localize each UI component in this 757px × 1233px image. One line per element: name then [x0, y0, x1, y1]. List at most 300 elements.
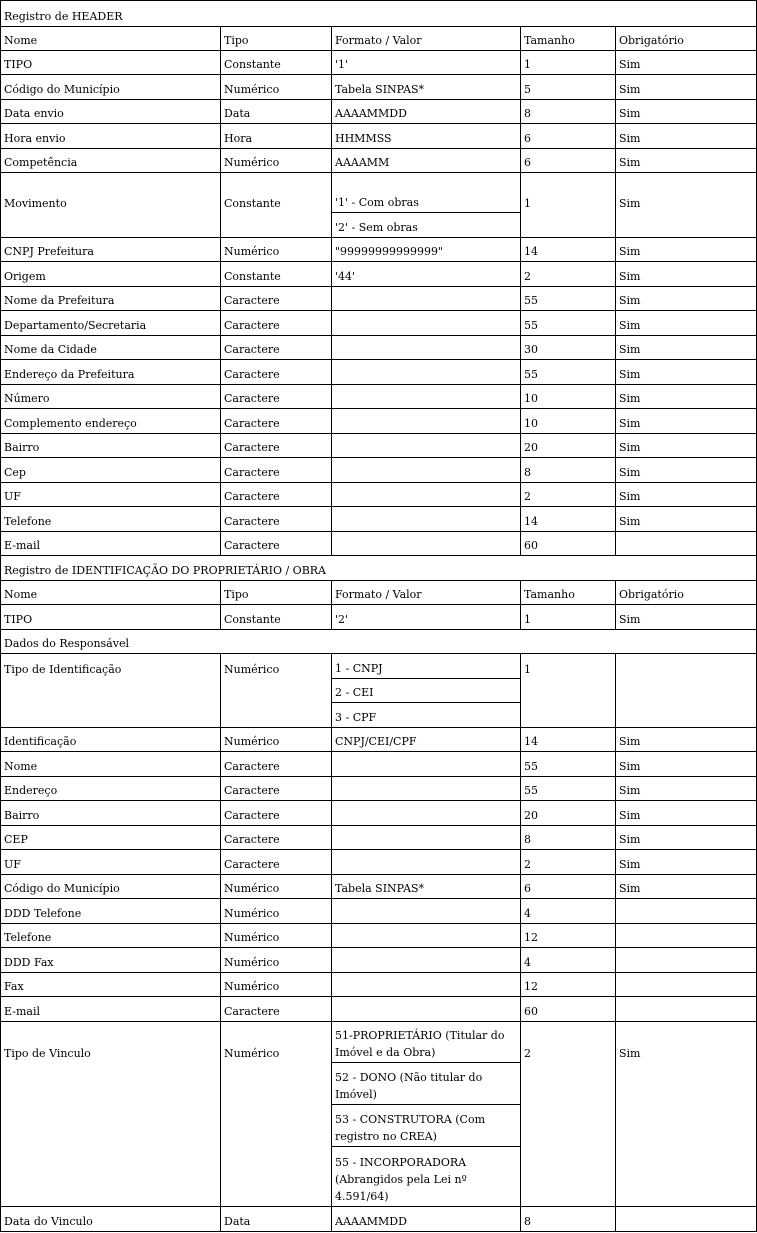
table-row — [0, 532, 757, 556]
cell-size — [520, 899, 615, 924]
cell-size-text: 55 — [524, 760, 538, 773]
cell-required — [615, 703, 757, 728]
cell-type — [220, 336, 331, 360]
cell-required-text: Sim — [619, 270, 641, 283]
cell-size-text: 20 — [524, 441, 538, 454]
cell-size-text: 8 — [524, 1215, 531, 1228]
cell-required-text: Sim — [619, 156, 641, 169]
section-subtitle-responsavel — [0, 630, 757, 654]
cell-type-text: Caractere — [224, 833, 280, 846]
cell-type-text: Caractere — [224, 294, 280, 307]
cell-name-text: CNPJ Prefeitura — [4, 245, 94, 258]
cell-name-text: Bairro — [4, 441, 40, 454]
column-header-format-text: Formato / Valor — [335, 588, 422, 601]
cell-format — [331, 924, 520, 948]
cell-name-text: Telefone — [4, 931, 52, 944]
cell-size-text: 14 — [524, 245, 538, 258]
cell-name — [0, 1063, 220, 1105]
cell-size-text: 60 — [524, 539, 538, 552]
cell-required — [615, 124, 757, 149]
cell-size — [520, 434, 615, 458]
cell-format — [331, 311, 520, 336]
cell-format-text: 52 - DONO (Não titular do Imóvel) — [335, 1071, 483, 1101]
cell-size — [520, 507, 615, 532]
cell-type — [220, 51, 331, 75]
table-row — [0, 899, 757, 924]
cell-required — [615, 262, 757, 287]
table-row — [0, 124, 757, 149]
cell-name — [0, 826, 220, 850]
cell-size — [520, 752, 615, 777]
table-row — [0, 679, 757, 703]
cell-name-text: Fax — [4, 980, 24, 993]
table-row — [0, 173, 757, 213]
cell-size — [520, 703, 615, 728]
cell-size — [520, 100, 615, 124]
cell-name-text: Tipo de Vinculo — [4, 1047, 91, 1060]
cell-name — [0, 679, 220, 703]
cell-required-text: Sim — [619, 1047, 641, 1060]
cell-name — [0, 924, 220, 948]
cell-name — [0, 173, 220, 213]
cell-format — [331, 51, 520, 75]
table-row — [0, 850, 757, 875]
table-row — [0, 262, 757, 287]
column-header-name — [0, 27, 220, 51]
cell-required-text: Sim — [619, 466, 641, 479]
cell-size — [520, 973, 615, 997]
table-row — [0, 997, 757, 1022]
cell-size-text: 1 — [524, 197, 531, 210]
cell-required — [615, 483, 757, 507]
cell-size — [520, 826, 615, 850]
cell-format — [331, 238, 520, 262]
cell-type-text: Numérico — [224, 1047, 280, 1060]
cell-size — [520, 1105, 615, 1147]
cell-type-text: Data — [224, 107, 251, 120]
cell-size-text: 8 — [524, 466, 531, 479]
table-row — [0, 875, 757, 899]
cell-required — [615, 605, 757, 630]
column-header-type-text: Tipo — [224, 34, 249, 47]
cell-format-text: 3 - CPF — [335, 711, 377, 724]
section-title-header — [0, 1, 757, 27]
cell-type — [220, 997, 331, 1022]
cell-type — [220, 875, 331, 899]
cell-type — [220, 679, 331, 703]
cell-size-text: 6 — [524, 132, 531, 145]
cell-type-text: Caractere — [224, 858, 280, 871]
cell-size-text: 8 — [524, 833, 531, 846]
column-header-row-owner — [0, 581, 757, 605]
cell-format-text: 53 - CONSTRUTORA (Com registro no CREA) — [335, 1113, 486, 1143]
cell-format — [331, 826, 520, 850]
cell-name-text: DDD Fax — [4, 956, 54, 969]
cell-name-text: Hora envio — [4, 132, 66, 145]
cell-required — [615, 948, 757, 973]
cell-required — [615, 924, 757, 948]
cell-size-text: 12 — [524, 980, 538, 993]
cell-name — [0, 1207, 220, 1232]
cell-required-text: Sim — [619, 882, 641, 895]
cell-size — [520, 262, 615, 287]
cell-name-text: Bairro — [4, 809, 40, 822]
cell-name-text: Número — [4, 392, 50, 405]
cell-size — [520, 1207, 615, 1232]
cell-size-text: 30 — [524, 343, 538, 356]
cell-format — [331, 262, 520, 287]
cell-name — [0, 360, 220, 385]
section-title-owner-text: Registro de IDENTIFICAÇÃO DO PROPRIETÁRIO / OBRA — [4, 564, 327, 577]
cell-type-text: Numérico — [224, 735, 280, 748]
cell-name-text: Departamento/Secretaria — [4, 319, 147, 332]
cell-name-text: E-mail — [4, 539, 40, 552]
cell-type — [220, 311, 331, 336]
cell-required — [615, 287, 757, 311]
cell-type — [220, 458, 331, 483]
cell-name — [0, 997, 220, 1022]
cell-required-text: Sim — [619, 58, 641, 71]
cell-name-text: UF — [4, 858, 21, 871]
cell-name — [0, 507, 220, 532]
cell-name — [0, 850, 220, 875]
column-header-type-text: Tipo — [224, 588, 249, 601]
cell-size — [520, 458, 615, 483]
cell-required — [615, 336, 757, 360]
cell-required — [615, 75, 757, 100]
cell-format — [331, 850, 520, 875]
cell-format-text: HHMMSS — [335, 132, 392, 145]
cell-name — [0, 287, 220, 311]
cell-size — [520, 75, 615, 100]
cell-format-text: Tabela SINPAS* — [335, 83, 425, 96]
cell-format-text: AAAAMMDD — [335, 107, 407, 120]
cell-size — [520, 51, 615, 75]
cell-format — [331, 507, 520, 532]
cell-name — [0, 238, 220, 262]
cell-type — [220, 409, 331, 434]
cell-type — [220, 973, 331, 997]
cell-name-text: Código do Município — [4, 83, 120, 96]
cell-required-text: Sim — [619, 490, 641, 503]
cell-required — [615, 899, 757, 924]
cell-required — [615, 679, 757, 703]
cell-type-text: Caractere — [224, 441, 280, 454]
cell-size — [520, 173, 615, 213]
cell-size — [520, 360, 615, 385]
cell-type — [220, 654, 331, 679]
cell-name — [0, 51, 220, 75]
table-row — [0, 1207, 757, 1232]
column-header-required — [615, 27, 757, 51]
cell-type-text: Data — [224, 1215, 251, 1228]
cell-type-text: Caractere — [224, 760, 280, 773]
cell-format — [331, 483, 520, 507]
cell-required — [615, 1063, 757, 1105]
cell-size — [520, 728, 615, 752]
cell-required — [615, 51, 757, 75]
cell-type-text: Numérico — [224, 156, 280, 169]
cell-required — [615, 458, 757, 483]
cell-name — [0, 801, 220, 826]
cell-format — [331, 1063, 520, 1105]
cell-type — [220, 483, 331, 507]
cell-type-text: Caractere — [224, 490, 280, 503]
cell-required — [615, 213, 757, 238]
cell-size-text: 14 — [524, 735, 538, 748]
cell-type — [220, 100, 331, 124]
cell-name — [0, 728, 220, 752]
cell-name-text: Endereço — [4, 784, 58, 797]
cell-required-text: Sim — [619, 245, 641, 258]
cell-format — [331, 434, 520, 458]
cell-name-text: Competência — [4, 156, 78, 169]
cell-format-text: 1 - CNPJ — [335, 662, 383, 675]
cell-format — [331, 679, 520, 703]
section-title-header-text: Registro de HEADER — [4, 10, 123, 23]
cell-format-text: CNPJ/CEI/CPF — [335, 735, 417, 748]
cell-format — [331, 948, 520, 973]
cell-type-text: Numérico — [224, 245, 280, 258]
cell-name-text: Identificação — [4, 735, 77, 748]
cell-size — [520, 924, 615, 948]
cell-name — [0, 483, 220, 507]
cell-name — [0, 752, 220, 777]
cell-format-text: 55 - INCORPORADORA (Abrangidos pela Lei nº 4.591/64) — [335, 1156, 467, 1203]
cell-type-text: Numérico — [224, 907, 280, 920]
cell-type-text: Numérico — [224, 663, 280, 676]
column-header-required — [615, 581, 757, 605]
table-row — [0, 1063, 757, 1105]
cell-size-text: 12 — [524, 931, 538, 944]
cell-required — [615, 434, 757, 458]
cell-name-text: Código do Município — [4, 882, 120, 895]
cell-required — [615, 973, 757, 997]
cell-name-text: Cep — [4, 466, 26, 479]
cell-name-text: Nome da Cidade — [4, 343, 97, 356]
cell-format-text: AAAAMMDD — [335, 1215, 407, 1228]
column-header-size — [520, 581, 615, 605]
cell-required — [615, 875, 757, 899]
cell-name — [0, 409, 220, 434]
cell-format — [331, 997, 520, 1022]
cell-size-text: 2 — [524, 858, 531, 871]
cell-required-text: Sim — [619, 515, 641, 528]
cell-required-text: Sim — [619, 441, 641, 454]
cell-name — [0, 532, 220, 556]
cell-size — [520, 654, 615, 679]
section-title-owner — [0, 556, 757, 581]
cell-format — [331, 385, 520, 409]
cell-required-text: Sim — [619, 784, 641, 797]
cell-required — [615, 850, 757, 875]
cell-size-text: 4 — [524, 956, 531, 969]
cell-type-text: Caractere — [224, 809, 280, 822]
cell-required-text: Sim — [619, 858, 641, 871]
cell-required-text: Sim — [619, 343, 641, 356]
cell-size-text: 55 — [524, 784, 538, 797]
cell-name — [0, 899, 220, 924]
cell-size — [520, 385, 615, 409]
cell-format-text: '1' - Com obras — [335, 196, 419, 209]
table-row — [0, 458, 757, 483]
cell-format-text: Tabela SINPAS* — [335, 882, 425, 895]
cell-name — [0, 875, 220, 899]
cell-required-text: Sim — [619, 319, 641, 332]
cell-type — [220, 703, 331, 728]
cell-size-text: 1 — [524, 58, 531, 71]
section-title-header-cell — [0, 1, 757, 27]
cell-required-text: Sim — [619, 735, 641, 748]
cell-name — [0, 262, 220, 287]
table-row — [0, 924, 757, 948]
cell-format-text: '1' — [335, 58, 349, 71]
cell-size-text: 10 — [524, 417, 538, 430]
cell-type-text: Numérico — [224, 882, 280, 895]
cell-size — [520, 483, 615, 507]
cell-name-text: Telefone — [4, 515, 52, 528]
cell-type-text: Numérico — [224, 956, 280, 969]
cell-name — [0, 1105, 220, 1147]
cell-name-text: Movimento — [4, 197, 67, 210]
cell-required — [615, 1207, 757, 1232]
cell-name-text: Data envio — [4, 107, 64, 120]
column-header-format — [331, 581, 520, 605]
cell-size-text: 55 — [524, 319, 538, 332]
cell-format — [331, 752, 520, 777]
cell-size-text: 2 — [524, 270, 531, 283]
cell-size-text: 14 — [524, 515, 538, 528]
cell-type — [220, 924, 331, 948]
table-row — [0, 801, 757, 826]
table-row — [0, 1022, 757, 1063]
cell-size-text: 2 — [524, 490, 531, 503]
cell-required — [615, 507, 757, 532]
cell-size-text: 4 — [524, 907, 531, 920]
cell-size-text: 55 — [524, 294, 538, 307]
cell-format — [331, 75, 520, 100]
column-header-name-text: Nome — [4, 588, 38, 601]
cell-type-text: Caractere — [224, 319, 280, 332]
cell-format — [331, 213, 520, 238]
cell-size — [520, 875, 615, 899]
table-row — [0, 213, 757, 238]
cell-size — [520, 850, 615, 875]
cell-name-text: Complemento endereço — [4, 417, 137, 430]
column-header-size-text: Tamanho — [524, 588, 575, 601]
table-row — [0, 336, 757, 360]
cell-format-text: AAAAMM — [335, 156, 390, 169]
cell-type-text: Caractere — [224, 417, 280, 430]
cell-size — [520, 605, 615, 630]
cell-type — [220, 1147, 331, 1207]
column-header-required-text: Obrigatório — [619, 34, 684, 47]
cell-type — [220, 75, 331, 100]
cell-format-text: '2' — [335, 613, 349, 626]
table-row — [0, 238, 757, 262]
cell-type — [220, 752, 331, 777]
cell-type — [220, 149, 331, 173]
cell-size — [520, 997, 615, 1022]
cell-name-text: Tipo de Identificação — [4, 663, 122, 676]
cell-type — [220, 728, 331, 752]
cell-type-text: Constante — [224, 197, 281, 210]
column-header-name-text: Nome — [4, 34, 38, 47]
section-title-owner-cell — [0, 556, 757, 581]
cell-type — [220, 899, 331, 924]
cell-format — [331, 703, 520, 728]
cell-name — [0, 1147, 220, 1207]
cell-name — [0, 654, 220, 679]
table-row — [0, 409, 757, 434]
cell-name — [0, 385, 220, 409]
cell-format — [331, 801, 520, 826]
cell-type-text: Caractere — [224, 466, 280, 479]
cell-size — [520, 1022, 615, 1063]
cell-name — [0, 1022, 220, 1063]
cell-format-text: "99999999999999" — [335, 245, 444, 258]
cell-required-text: Sim — [619, 760, 641, 773]
cell-required-text: Sim — [619, 83, 641, 96]
table-row — [0, 654, 757, 679]
cell-type — [220, 287, 331, 311]
cell-size — [520, 311, 615, 336]
cell-required — [615, 728, 757, 752]
cell-type — [220, 826, 331, 850]
cell-format — [331, 100, 520, 124]
cell-size-text: 2 — [524, 1047, 531, 1060]
table-row — [0, 149, 757, 173]
table-row — [0, 434, 757, 458]
cell-name — [0, 149, 220, 173]
cell-size — [520, 948, 615, 973]
table-row — [0, 973, 757, 997]
cell-required — [615, 149, 757, 173]
cell-size-text: 10 — [524, 392, 538, 405]
cell-name-text: Endereço da Prefeitura — [4, 368, 135, 381]
cell-size — [520, 1063, 615, 1105]
cell-type-text: Caractere — [224, 392, 280, 405]
cell-format — [331, 777, 520, 801]
cell-required — [615, 1147, 757, 1207]
cell-size — [520, 1147, 615, 1207]
table-row — [0, 385, 757, 409]
cell-required — [615, 654, 757, 679]
cell-required-text: Sim — [619, 197, 641, 210]
cell-name — [0, 434, 220, 458]
column-header-format-text: Formato / Valor — [335, 34, 422, 47]
cell-type — [220, 605, 331, 630]
cell-required — [615, 532, 757, 556]
cell-name — [0, 973, 220, 997]
cell-size-text: 6 — [524, 156, 531, 169]
column-header-row — [0, 27, 757, 51]
cell-format — [331, 149, 520, 173]
cell-size-text: 6 — [524, 882, 531, 895]
cell-type-text: Caractere — [224, 539, 280, 552]
cell-size — [520, 149, 615, 173]
cell-name-text: Data do Vinculo — [4, 1215, 93, 1228]
cell-size — [520, 409, 615, 434]
cell-format — [331, 654, 520, 679]
table-row — [0, 360, 757, 385]
cell-required — [615, 752, 757, 777]
cell-name-text: Nome da Prefeitura — [4, 294, 115, 307]
cell-type-text: Constante — [224, 58, 281, 71]
cell-type — [220, 173, 331, 213]
cell-type — [220, 434, 331, 458]
table-row — [0, 752, 757, 777]
